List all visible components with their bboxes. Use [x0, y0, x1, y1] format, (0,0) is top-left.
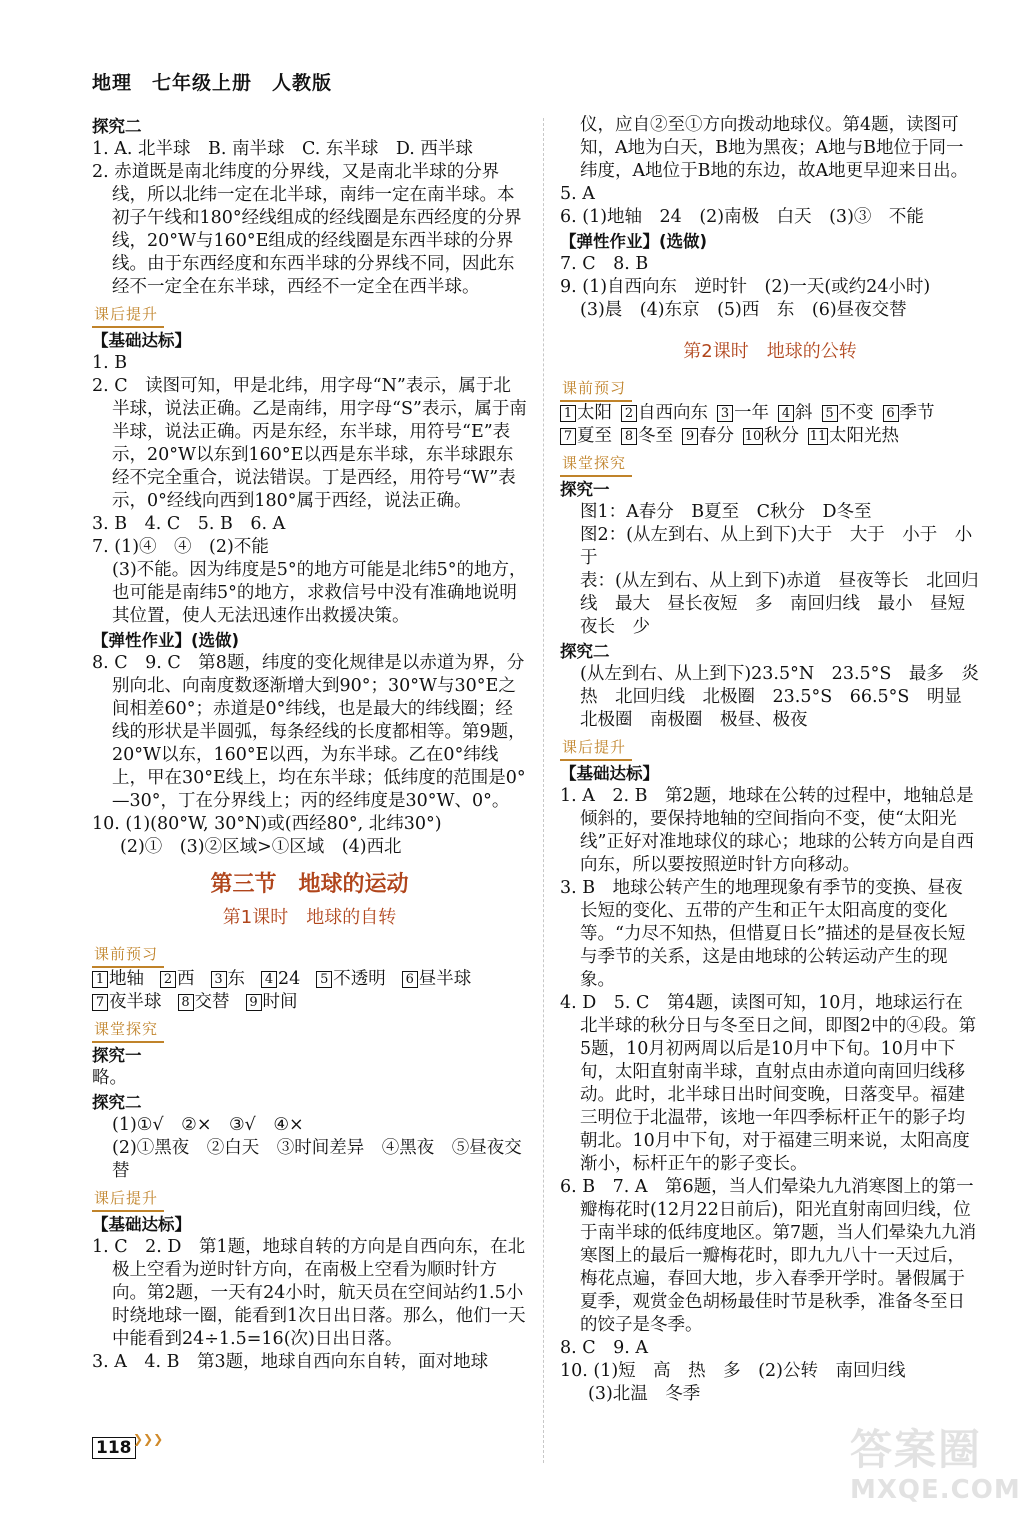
explore-2-heading: 探究二: [92, 117, 142, 136]
explore-2-line-2: (2)①黑夜 ②白天 ③时间差异 ④黑夜 ⑤昼夜交替: [112, 1138, 522, 1181]
figure-1-answer: 图1：A春分 B夏至 C秋分 D冬至: [580, 502, 872, 522]
explore-1-body: 略。: [92, 1068, 127, 1088]
after-class-tag: 课后提升: [92, 303, 164, 328]
basic-heading-2: 【基础达标】: [92, 1215, 191, 1234]
answer-d1-2: 1. A 2. B 第2题，地球在公转的过程中，地轴总是倾斜的，要保持地轴的空间指向不变，使“太阳光线”正好对准地球仪的球心；地球的公转方向是自西向东，所以要按照逆时针方向移动。: [560, 786, 974, 875]
watermark-line-2: MXQE.COM: [850, 1475, 1021, 1505]
right-column: [560, 114, 980, 1406]
pre-class-row-2: 7 夜半球 8 交替 9 时间: [92, 991, 527, 1014]
in-class-tag-r: 课堂探究: [560, 452, 632, 477]
lesson-2-title: 第2课时 地球的公转: [683, 341, 857, 362]
explore-2-body-r: (从左到右、从上到下)23.5°N 23.5°S 最多 炎热 北回归线 北极圈 23.5°S 66.5°S 明显 北极圈 南极圈 极昼、极夜: [580, 664, 980, 730]
answer-d8-9: 8. C 9. A: [560, 1338, 649, 1358]
after-class-tag-r: 课后提升: [560, 736, 632, 761]
after-class-tag-2: 课后提升: [92, 1187, 164, 1212]
pre-class-tag-r: 课前预习: [560, 377, 632, 402]
continuation-text: 仪，应自②至①方向拨动地球仪。第4题，读图可知，A地为白天，B地为黑夜；A地与B地位于同一纬度，A地位于B地的东边，故A地更早迎来日出。: [580, 115, 969, 181]
answer-d6-7: 6. B 7. A 第6题，当人们晕染九九消寒图上的第一瓣梅花时(12月22日前后)，阳光直射南回归线，位于南半球的低纬度地区。第7题，当人们晕染九九消寒图上的最后一瓣梅花时，即九九八十一天过后，梅花点遍，春回大地，步入春季开学时。暑假属于夏季，观赏金色胡杨最佳时节是秋季，准备冬至日的饺子是冬季。: [560, 1177, 977, 1335]
answer-2: 2. 赤道既是南北纬度的分界线，又是南北半球的分界线，所以北纬一定在北半球，南纬一定在南半球。本初子午线和180°经线组成的经线圈是东西经度的分界线，20°W与160°E组成的经线圈是东西半球的分界线。由于东西经度和东西半球的分界线不同，因此东经不一定全在东半球，西经不一定全在西半球。: [92, 162, 522, 297]
in-class-tag: 课堂探究: [92, 1018, 164, 1043]
answer-1: 1. A. 北半球 B. 南半球 C. 东半球 D. 西半球: [92, 139, 473, 159]
answer-r5: 5. A: [560, 184, 595, 204]
lesson-1-title: 第1课时 地球的自转: [222, 907, 397, 928]
figure-2-answer: 图2：(从左到右、从上到下)大于 大于 小于 小于: [580, 525, 973, 568]
answer-b10b: (2)① (3)②区域>①区域 (4)西北: [120, 837, 402, 857]
table-answer: 表：(从左到右、从上到下)赤道 昼夜等长 北回归线 最大 昼长夜短 多 南回归线 最小 昼短夜长 少: [580, 571, 979, 637]
left-column: [92, 114, 527, 1374]
answer-r6: 6. (1)地轴 24 (2)南极 白天 (3)③ 不能: [560, 207, 924, 227]
elastic-heading: 【弹性作业】(选做): [92, 631, 240, 650]
chevron-icon: ❯❯❯: [133, 1432, 164, 1446]
column-divider: [543, 118, 544, 1463]
watermark-logo: [850, 1425, 1021, 1525]
answer-c1-2: 1. C 2. D 第1题，地球自转的方向是自西向东，在北极上空看为逆时针方向，在南极上空看为顺时针方向。第2题，一天有24小时，航天员在空间站约1.5小时绕地球一圈，能看到1次日出日落。那么，他们一天中能看到24÷1.5=16(次)日出日落。: [92, 1237, 526, 1349]
answer-b2: 2. C 读图可知，甲是北纬，用字母“N”表示，属于北半球，说法正确。乙是南纬，用字母“S”表示，属于南半球，说法正确。丙是东经，东半球，用符号“E”表示，20°W以东到160°E以西是东半球，东半球跟东经不完全重合，说法错误。丁是西经，用符号“W”表示，0°经线向西到180°属于西经，说法正确。: [92, 376, 527, 511]
basic-heading: 【基础达标】: [92, 331, 191, 350]
pre-class-tag: 课前预习: [92, 943, 164, 968]
section-title: 第三节 地球的运动: [210, 872, 409, 897]
explore-2-line-1: (1)①√ ②× ③√ ④×: [112, 1115, 304, 1135]
answer-d10a: 10. (1)短 高 热 多 (2)公转 南回归线: [560, 1361, 906, 1381]
answer-b1: 1. B: [92, 353, 128, 373]
answer-b7b: (3)不能。因为纬度是5°的地方可能是北纬5°的地方，也可能是南纬5°的地方，求救信号中没有准确地说明其位置，使人无法迅速作出救援决策。: [112, 560, 527, 626]
answer-r9b: (3)晨 (4)东京 (5)西 东 (6)昼夜交替: [580, 300, 907, 320]
answer-r9a: 9. (1)自西向东 逆时针 (2)一天(或约24小时): [560, 277, 931, 297]
answer-b10a: 10. (1)(80°W, 30°N)或(西经80°, 北纬30°): [92, 814, 442, 834]
explore-1-heading: 探究一: [92, 1046, 142, 1065]
explore-1-heading-r: 探究一: [560, 480, 610, 499]
watermark-line-1: 答案圈: [850, 1425, 983, 1474]
answer-b7a: 7. (1)④ ④ (2)不能: [92, 537, 269, 557]
pre-class-row-2-r: 7 夏至 8 冬至 9 春分 10 秋分 11 太阳光热: [560, 425, 980, 448]
answer-c3-4: 3. A 4. B 第3题，地球自西向东自转，面对地球: [92, 1352, 489, 1372]
basic-heading-r: 【基础达标】: [560, 764, 659, 783]
page-number: 118: [92, 1437, 136, 1459]
answer-b3-6: 3. B 4. C 5. B 6. A: [92, 514, 286, 534]
explore-2-heading-b: 探究二: [92, 1093, 142, 1112]
answer-b8-9: 8. C 9. C 第8题，纬度的变化规律是以赤道为界，分别向北、向南度数逐渐增大到90°；30°W与30°E之间相差60°；赤道是0°纬线，也是最大的纬线圈；经线的形状是半圆弧，每条经线的长度都相等。第9题，20°W以东，160°E以西，为东半球。乙在0°纬线上，甲在30°E线上，均在东半球；低纬度的范围是0°—30°，丁在分界线上；丙的经纬度是30°W、0°。: [92, 653, 526, 811]
page-header: 地理 七年级上册 人教版: [92, 72, 333, 94]
answer-d4-5: 4. D 5. C 第4题，读图可知，10月，地球运行在北半球的秋分日与冬至日之间，即图2中的④段。第5题，10月初两周以后是10月中下旬。10月中下旬，太阳直射南半球，直射点由赤道向南回归线移动。此时，北半球日出时间变晚，日落变早。福建三明位于北温带，该地一年四季标杆正午的影子均朝北。10月中下旬，对于福建三明来说，太阳高度渐小，标杆正午的影子变长。: [560, 993, 977, 1174]
answer-d3: 3. B 地球公转产生的地理现象有季节的变换、昼夜长短的变化、五带的产生和正午太阳高度的变化等。“力尽不知热，但惜夏日长”描述的是昼夜长短与季节的关系，这是由地球的公转运动产生的现象。: [560, 878, 966, 990]
pre-class-row-1: 1 地轴 2 西 3 东 4 24 5 不透明 6 昼半球: [92, 968, 527, 991]
answer-d10b: (3)北温 冬季: [588, 1384, 701, 1404]
answer-r7-8: 7. C 8. B: [560, 254, 649, 274]
elastic-heading-r: 【弹性作业】(选做): [560, 232, 708, 251]
explore-2-heading-r: 探究二: [560, 642, 610, 661]
pre-class-row-1-r: 1 太阳 2 自西向东 3 一年 4 斜 5 不变 6 季节: [560, 402, 980, 425]
